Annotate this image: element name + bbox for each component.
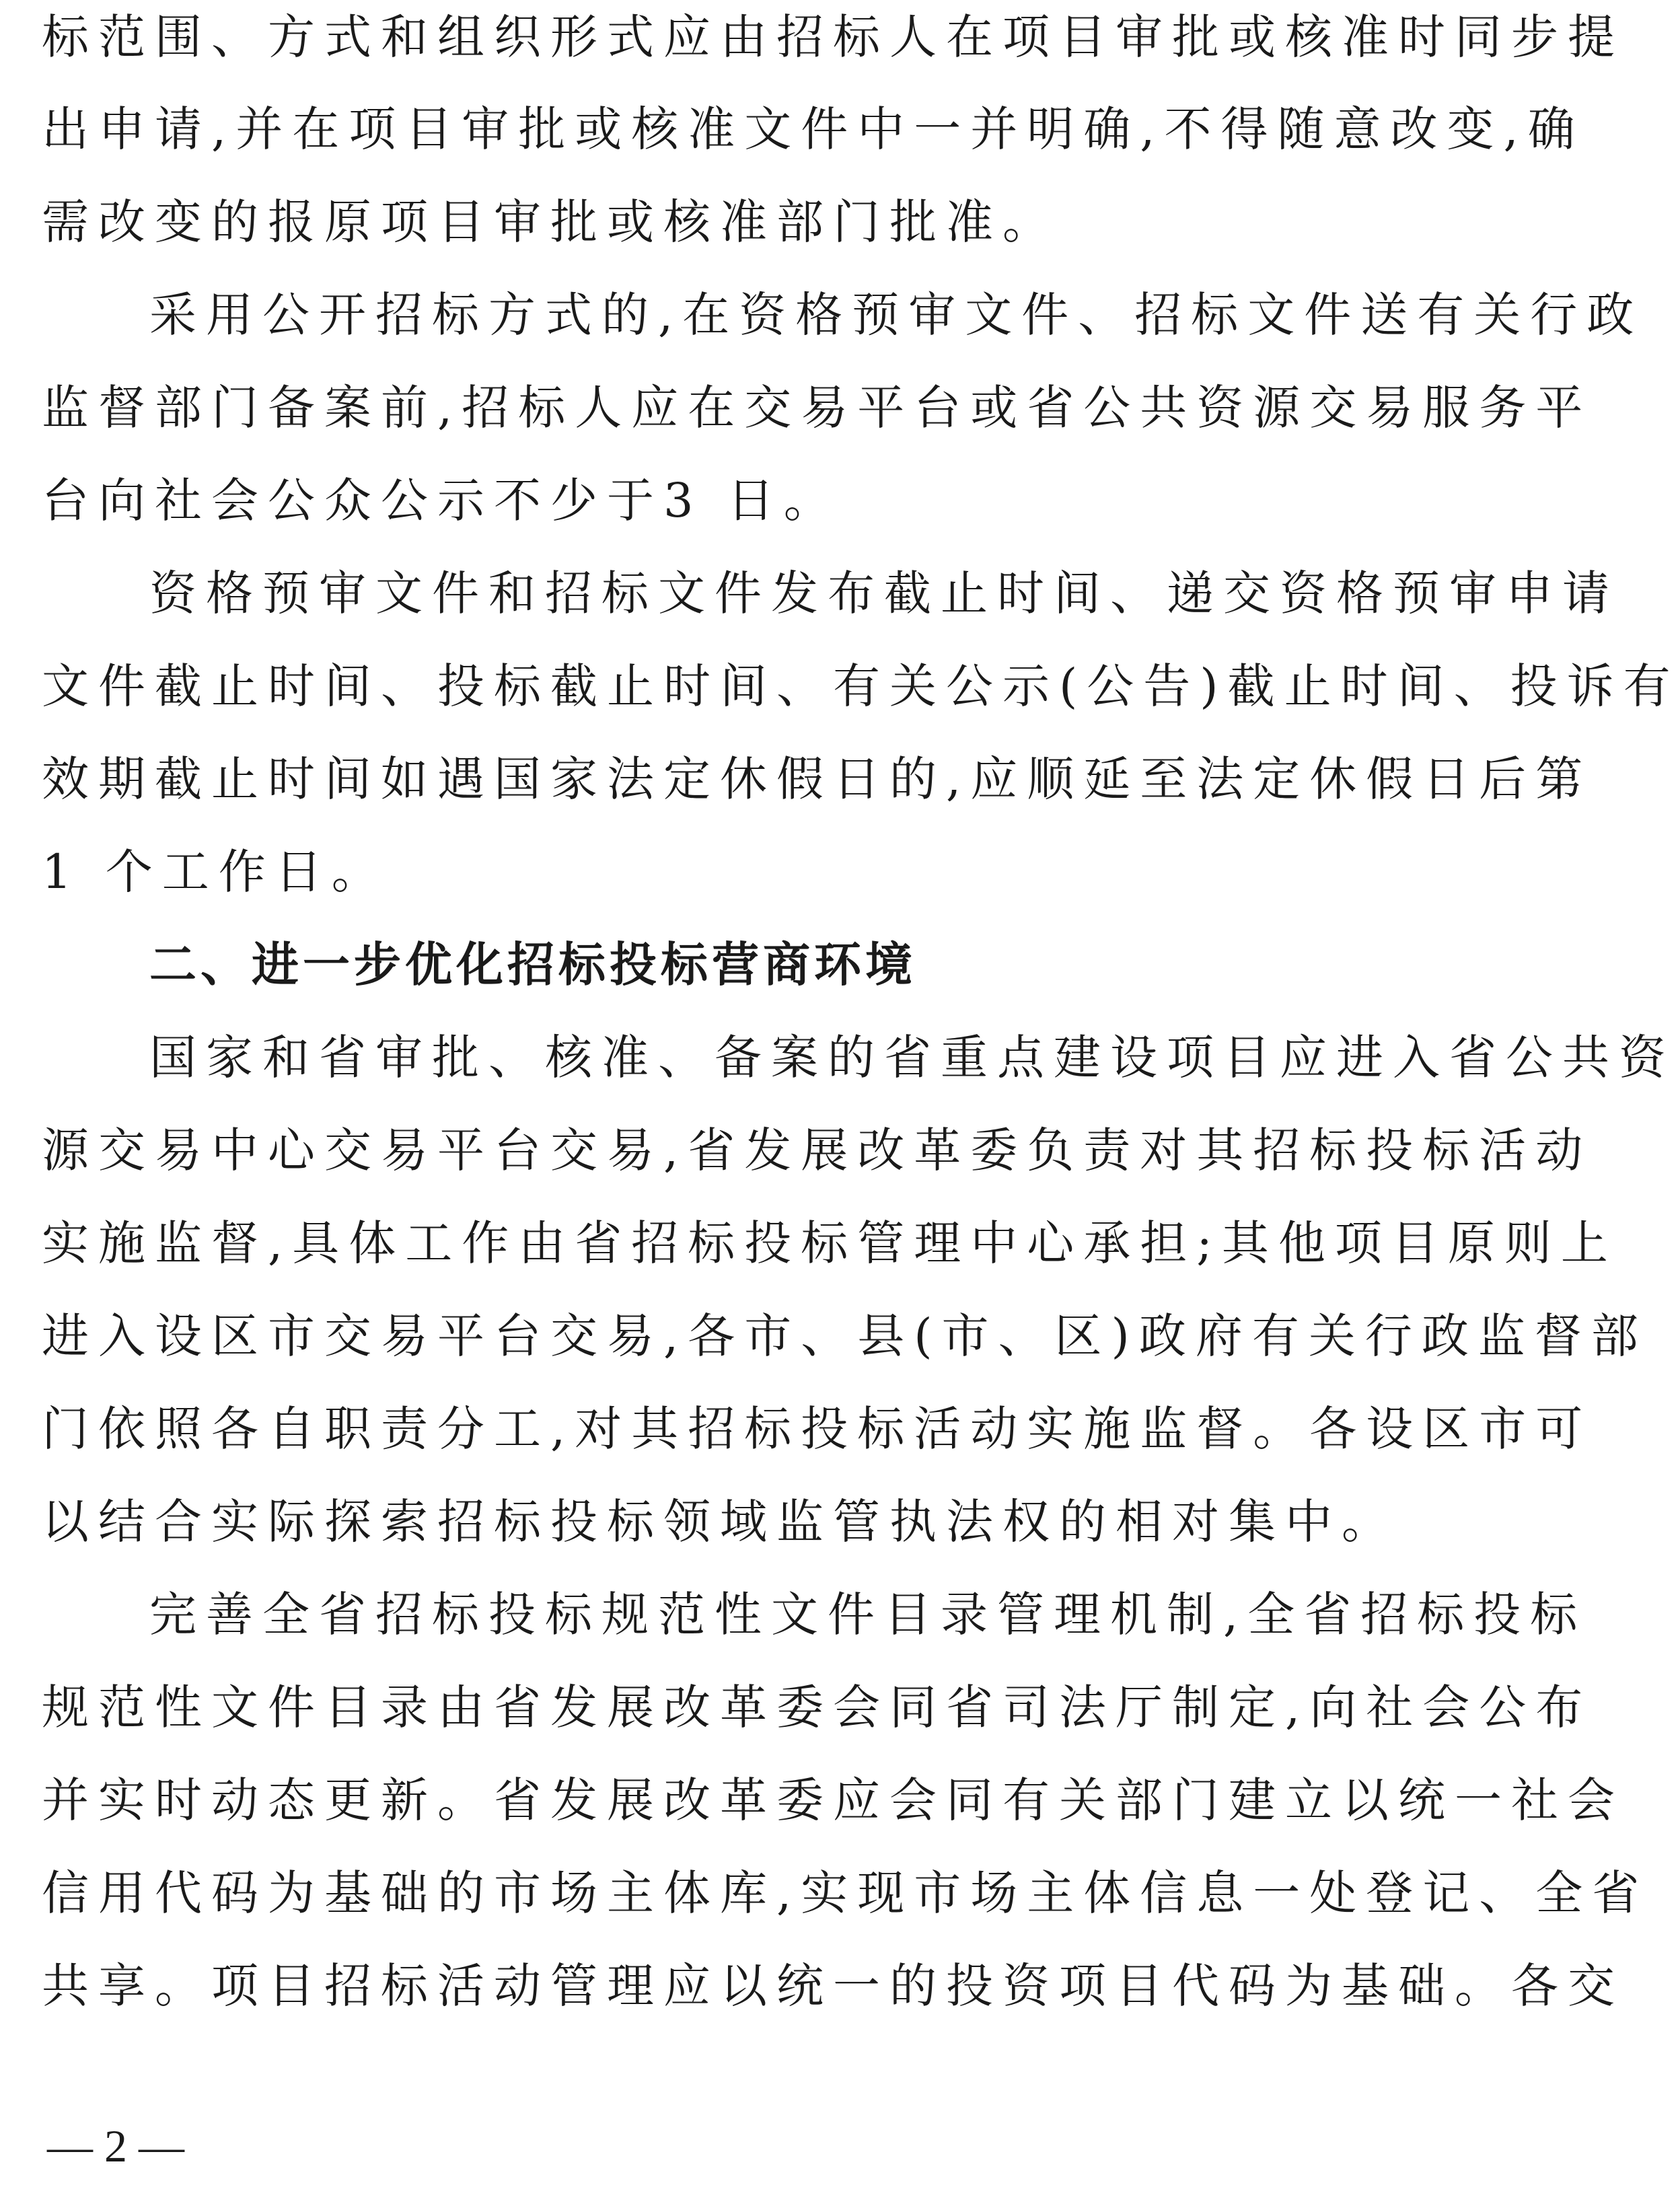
paragraph-line: 门依照各自职责分工,对其招标投标活动实施监督。各设区市可 [42,1401,1593,1456]
paragraph-line: 进入设区市交易平台交易,各市、县(市、区)政府有关行政监督部 [42,1308,1648,1364]
page-number: — 2 — [47,2120,184,2172]
paragraph-line: 国家和省审批、核准、备案的省重点建设项目应进入省公共资 [149,1030,1675,1085]
paragraph-line: 监督部门备案前,招标人应在交易平台或省公共资源交易服务平 [42,380,1593,435]
paragraph-line: 源交易中心交易平台交易,省发展改革委负责对其招标投标活动 [42,1123,1593,1178]
paragraph-line: 共享。项目招标活动管理应以统一的投资项目代码为基础。各交 [42,1958,1624,2013]
paragraph-line: 出申请,并在项目审批或核准文件中一并明确,不得随意改变,确 [42,102,1584,157]
paragraph-line: 标范围、方式和组织形式应由招标人在项目审批或核准时同步提 [42,9,1624,65]
paragraph-line: 信用代码为基础的市场主体库,实现市场主体信息一处登记、全省 [42,1865,1649,1921]
paragraph-line: 1 个工作日。 [42,844,388,899]
paragraph-line: 台向社会公众公示不少于3 日。 [42,473,840,528]
paragraph-line: 并实时动态更新。省发展改革委应会同有关部门建立以统一社会 [42,1773,1624,1828]
section-heading: 二、进一步优化招标投标营商环境 [149,937,916,992]
paragraph-line: 实施监督,具体工作由省招标投标管理中心承担;其他项目原则上 [42,1216,1617,1271]
paragraph-line: 以结合实际探索招标投标领域监管执法权的相对集中。 [42,1494,1398,1549]
paragraph-line: 规范性文件目录由省发展改革委会同省司法厅制定,向社会公布 [42,1680,1593,1735]
paragraph-line: 效期截止时间如遇国家法定休假日的,应顺延至法定休假日后第 [42,751,1593,807]
paragraph-line: 采用公开招标方式的,在资格预审文件、招标文件送有关行政 [149,287,1644,342]
paragraph-line: 文件截止时间、投标截止时间、有关公示(公告)截止时间、投诉有 [42,659,1680,714]
paragraph-line: 完善全省招标投标规范性文件目录管理机制,全省招标投标 [149,1587,1587,1642]
paragraph-line: 资格预审文件和招标文件发布截止时间、递交资格预审申请 [149,566,1619,621]
paragraph-line: 需改变的报原项目审批或核准部门批准。 [42,194,1059,250]
